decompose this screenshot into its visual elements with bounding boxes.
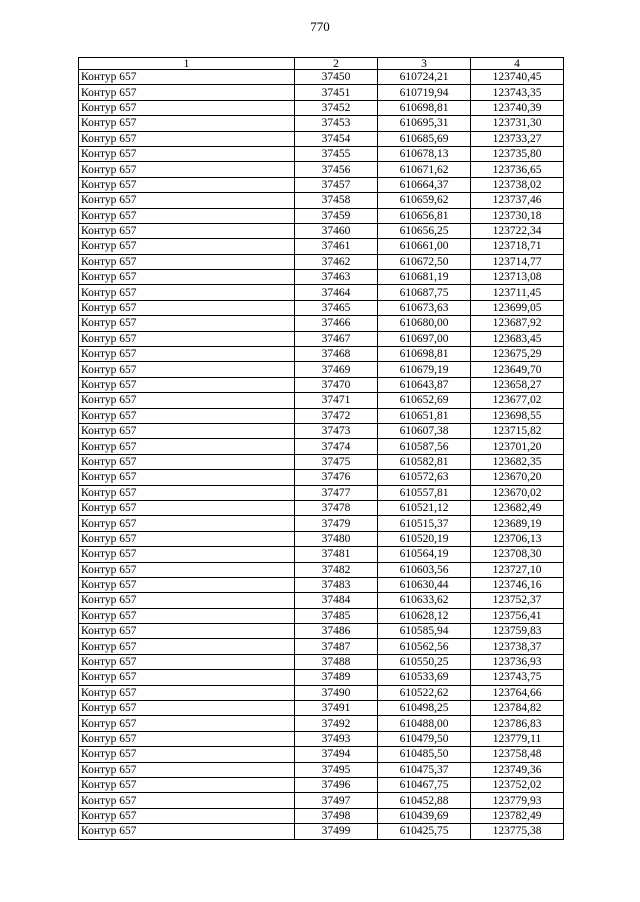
point-number-cell: 37495: [295, 762, 378, 777]
header-row: [79, 58, 564, 70]
y-coordinate-cell: 123715,82: [471, 423, 564, 438]
y-coordinate-cell: 123738,37: [471, 639, 564, 654]
contour-name-cell: Контур 657: [79, 808, 295, 823]
table-row: [79, 470, 564, 485]
contour-name-cell: Контур 657: [79, 485, 295, 500]
table-row: [79, 562, 564, 577]
contour-name-cell: Контур 657: [79, 516, 295, 531]
contour-name-cell: Контур 657: [79, 685, 295, 700]
x-coordinate-cell: 610656,25: [378, 223, 471, 238]
table-row: [79, 685, 564, 700]
y-coordinate-cell: 123675,29: [471, 347, 564, 362]
y-coordinate-cell: 123701,20: [471, 439, 564, 454]
contour-name-cell: Контур 657: [79, 193, 295, 208]
y-coordinate-cell: 123687,92: [471, 316, 564, 331]
contour-name-cell: Контур 657: [79, 347, 295, 362]
x-coordinate-cell: 610557,81: [378, 485, 471, 500]
table-row: [79, 485, 564, 500]
point-number-cell: 37494: [295, 747, 378, 762]
table-row: [79, 146, 564, 161]
y-coordinate-cell: 123756,41: [471, 608, 564, 623]
x-coordinate-cell: 610498,25: [378, 701, 471, 716]
table-row: [79, 777, 564, 792]
y-coordinate-cell: 123749,36: [471, 762, 564, 777]
point-number-cell: 37496: [295, 777, 378, 792]
y-coordinate-cell: 123730,18: [471, 208, 564, 223]
table-row: [79, 654, 564, 669]
x-coordinate-cell: 610656,81: [378, 208, 471, 223]
x-coordinate-cell: 610681,19: [378, 270, 471, 285]
point-number-cell: 37470: [295, 377, 378, 392]
contour-name-cell: Контур 657: [79, 577, 295, 592]
y-coordinate-cell: 123735,80: [471, 146, 564, 161]
x-coordinate-cell: 610680,00: [378, 316, 471, 331]
point-number-cell: 37498: [295, 808, 378, 823]
y-coordinate-cell: 123743,35: [471, 85, 564, 100]
point-number-cell: 37499: [295, 824, 378, 839]
y-coordinate-cell: 123711,45: [471, 285, 564, 300]
y-coordinate-cell: 123658,27: [471, 377, 564, 392]
x-coordinate-cell: 610628,12: [378, 608, 471, 623]
point-number-cell: 37476: [295, 470, 378, 485]
contour-name-cell: Контур 657: [79, 731, 295, 746]
page-number: 770: [310, 19, 330, 34]
table-row: [79, 439, 564, 454]
contour-name-cell: Контур 657: [79, 624, 295, 639]
table-row: [79, 593, 564, 608]
x-coordinate-cell: 610520,19: [378, 531, 471, 546]
table-body: [79, 70, 564, 840]
x-coordinate-cell: 610572,63: [378, 470, 471, 485]
contour-name-cell: Контур 657: [79, 100, 295, 115]
y-coordinate-cell: 123682,49: [471, 500, 564, 515]
contour-name-cell: Контур 657: [79, 654, 295, 669]
y-coordinate-cell: 123743,75: [471, 670, 564, 685]
table-row: [79, 300, 564, 315]
y-coordinate-cell: 123683,45: [471, 331, 564, 346]
y-coordinate-cell: 123682,35: [471, 454, 564, 469]
x-coordinate-cell: 610550,25: [378, 654, 471, 669]
contour-name-cell: Контур 657: [79, 146, 295, 161]
point-number-cell: 37450: [295, 70, 378, 85]
table-header: [79, 58, 564, 70]
point-number-cell: 37481: [295, 547, 378, 562]
table-row: [79, 716, 564, 731]
x-coordinate-cell: 610698,81: [378, 347, 471, 362]
table-row: [79, 747, 564, 762]
point-number-cell: 37491: [295, 701, 378, 716]
table-row: [79, 100, 564, 115]
x-coordinate-cell: 610651,81: [378, 408, 471, 423]
x-coordinate-cell: 610521,12: [378, 500, 471, 515]
contour-name-cell: Контур 657: [79, 377, 295, 392]
y-coordinate-cell: 123699,05: [471, 300, 564, 315]
point-number-cell: 37480: [295, 531, 378, 546]
point-number-cell: 37469: [295, 362, 378, 377]
table-row: [79, 701, 564, 716]
contour-name-cell: Контур 657: [79, 531, 295, 546]
x-coordinate-cell: 610607,38: [378, 423, 471, 438]
contour-name-cell: Контур 657: [79, 701, 295, 716]
table-row: [79, 331, 564, 346]
y-coordinate-cell: 123752,02: [471, 777, 564, 792]
point-number-cell: 37457: [295, 177, 378, 192]
table-row: [79, 285, 564, 300]
table-row: [79, 316, 564, 331]
y-coordinate-cell: 123752,37: [471, 593, 564, 608]
point-number-cell: 37479: [295, 516, 378, 531]
point-number-cell: 37474: [295, 439, 378, 454]
table-row: [79, 162, 564, 177]
table-row: [79, 624, 564, 639]
point-number-cell: 37468: [295, 347, 378, 362]
contour-name-cell: Контур 657: [79, 824, 295, 839]
x-coordinate-cell: 610673,63: [378, 300, 471, 315]
table-row: [79, 193, 564, 208]
contour-name-cell: Контур 657: [79, 208, 295, 223]
contour-name-cell: Контур 657: [79, 593, 295, 608]
y-coordinate-cell: 123737,46: [471, 193, 564, 208]
x-coordinate-cell: 610671,62: [378, 162, 471, 177]
y-coordinate-cell: 123779,11: [471, 731, 564, 746]
y-coordinate-cell: 123759,83: [471, 624, 564, 639]
table-row: [79, 670, 564, 685]
y-coordinate-cell: 123713,08: [471, 270, 564, 285]
point-number-cell: 37487: [295, 639, 378, 654]
x-coordinate-cell: 610439,69: [378, 808, 471, 823]
contour-name-cell: Контур 657: [79, 85, 295, 100]
y-coordinate-cell: 123779,93: [471, 793, 564, 808]
x-coordinate-cell: 610475,37: [378, 762, 471, 777]
contour-name-cell: Контур 657: [79, 270, 295, 285]
point-number-cell: 37458: [295, 193, 378, 208]
x-coordinate-cell: 610664,37: [378, 177, 471, 192]
table-row: [79, 393, 564, 408]
table-row: [79, 408, 564, 423]
table-row: [79, 824, 564, 839]
table-row: [79, 347, 564, 362]
column-header-2: 2: [295, 58, 378, 70]
y-coordinate-cell: 123718,71: [471, 239, 564, 254]
point-number-cell: 37463: [295, 270, 378, 285]
column-header-3: 3: [378, 58, 471, 70]
y-coordinate-cell: 123689,19: [471, 516, 564, 531]
x-coordinate-cell: 610633,62: [378, 593, 471, 608]
y-coordinate-cell: 123786,83: [471, 716, 564, 731]
contour-name-cell: Контур 657: [79, 408, 295, 423]
point-number-cell: 37454: [295, 131, 378, 146]
point-number-cell: 37484: [295, 593, 378, 608]
point-number-cell: 37472: [295, 408, 378, 423]
table-row: [79, 208, 564, 223]
point-number-cell: 37471: [295, 393, 378, 408]
point-number-cell: 37489: [295, 670, 378, 685]
x-coordinate-cell: 610672,50: [378, 254, 471, 269]
y-coordinate-cell: 123722,34: [471, 223, 564, 238]
x-coordinate-cell: 610652,69: [378, 393, 471, 408]
table-row: [79, 85, 564, 100]
y-coordinate-cell: 123775,38: [471, 824, 564, 839]
x-coordinate-cell: 610582,81: [378, 454, 471, 469]
x-coordinate-cell: 610719,94: [378, 85, 471, 100]
y-coordinate-cell: 123670,02: [471, 485, 564, 500]
contour-name-cell: Контур 657: [79, 793, 295, 808]
point-number-cell: 37453: [295, 116, 378, 131]
y-coordinate-cell: 123764,66: [471, 685, 564, 700]
x-coordinate-cell: 610515,37: [378, 516, 471, 531]
contour-name-cell: Контур 657: [79, 300, 295, 315]
x-coordinate-cell: 610698,81: [378, 100, 471, 115]
table-row: [79, 70, 564, 85]
x-coordinate-cell: 610687,75: [378, 285, 471, 300]
x-coordinate-cell: 610533,69: [378, 670, 471, 685]
point-number-cell: 37483: [295, 577, 378, 592]
contour-name-cell: Контур 657: [79, 547, 295, 562]
y-coordinate-cell: 123706,13: [471, 531, 564, 546]
table-row: [79, 531, 564, 546]
point-number-cell: 37492: [295, 716, 378, 731]
y-coordinate-cell: 123784,82: [471, 701, 564, 716]
x-coordinate-cell: 610585,94: [378, 624, 471, 639]
contour-name-cell: Контур 657: [79, 331, 295, 346]
point-number-cell: 37473: [295, 423, 378, 438]
x-coordinate-cell: 610425,75: [378, 824, 471, 839]
table-row: [79, 500, 564, 515]
x-coordinate-cell: 610522,62: [378, 685, 471, 700]
table-row: [79, 547, 564, 562]
x-coordinate-cell: 610630,44: [378, 577, 471, 592]
point-number-cell: 37493: [295, 731, 378, 746]
table-row: [79, 577, 564, 592]
contour-name-cell: Контур 657: [79, 716, 295, 731]
x-coordinate-cell: 610685,69: [378, 131, 471, 146]
point-number-cell: 37475: [295, 454, 378, 469]
table-row: [79, 377, 564, 392]
table-row: [79, 808, 564, 823]
contour-name-cell: Контур 657: [79, 177, 295, 192]
x-coordinate-cell: 610488,00: [378, 716, 471, 731]
table-row: [79, 239, 564, 254]
point-number-cell: 37464: [295, 285, 378, 300]
point-number-cell: 37462: [295, 254, 378, 269]
contour-name-cell: Контур 657: [79, 639, 295, 654]
y-coordinate-cell: 123733,27: [471, 131, 564, 146]
contour-name-cell: Контур 657: [79, 762, 295, 777]
contour-name-cell: Контур 657: [79, 362, 295, 377]
point-number-cell: 37497: [295, 793, 378, 808]
x-coordinate-cell: 610724,21: [378, 70, 471, 85]
x-coordinate-cell: 610678,13: [378, 146, 471, 161]
contour-name-cell: Контур 657: [79, 562, 295, 577]
table-row: [79, 254, 564, 269]
point-number-cell: 37478: [295, 500, 378, 515]
y-coordinate-cell: 123649,70: [471, 362, 564, 377]
x-coordinate-cell: 610587,56: [378, 439, 471, 454]
table-row: [79, 177, 564, 192]
contour-name-cell: Контур 657: [79, 116, 295, 131]
x-coordinate-cell: 610564,19: [378, 547, 471, 562]
y-coordinate-cell: 123738,02: [471, 177, 564, 192]
point-number-cell: 37466: [295, 316, 378, 331]
column-header-1: 1: [79, 58, 295, 70]
contour-name-cell: Контур 657: [79, 670, 295, 685]
point-number-cell: 37460: [295, 223, 378, 238]
table-row: [79, 270, 564, 285]
table-row: [79, 793, 564, 808]
point-number-cell: 37485: [295, 608, 378, 623]
x-coordinate-cell: 610485,50: [378, 747, 471, 762]
contour-name-cell: Контур 657: [79, 500, 295, 515]
point-number-cell: 37467: [295, 331, 378, 346]
contour-name-cell: Контур 657: [79, 747, 295, 762]
point-number-cell: 37482: [295, 562, 378, 577]
x-coordinate-cell: 610643,87: [378, 377, 471, 392]
table-row: [79, 116, 564, 131]
point-number-cell: 37452: [295, 100, 378, 115]
y-coordinate-cell: 123670,20: [471, 470, 564, 485]
y-coordinate-cell: 123758,48: [471, 747, 564, 762]
table-row: [79, 223, 564, 238]
contour-name-cell: Контур 657: [79, 223, 295, 238]
point-number-cell: 37488: [295, 654, 378, 669]
x-coordinate-cell: 610659,62: [378, 193, 471, 208]
coordinates-table: [78, 57, 564, 840]
table-row: [79, 762, 564, 777]
x-coordinate-cell: 610679,19: [378, 362, 471, 377]
point-number-cell: 37456: [295, 162, 378, 177]
y-coordinate-cell: 123740,45: [471, 70, 564, 85]
y-coordinate-cell: 123736,65: [471, 162, 564, 177]
table-row: [79, 608, 564, 623]
table-row: [79, 454, 564, 469]
x-coordinate-cell: 610562,56: [378, 639, 471, 654]
contour-name-cell: Контур 657: [79, 239, 295, 254]
x-coordinate-cell: 610479,50: [378, 731, 471, 746]
table-row: [79, 731, 564, 746]
point-number-cell: 37459: [295, 208, 378, 223]
y-coordinate-cell: 123727,10: [471, 562, 564, 577]
table-row: [79, 423, 564, 438]
y-coordinate-cell: 123782,49: [471, 808, 564, 823]
x-coordinate-cell: 610452,88: [378, 793, 471, 808]
table-row: [79, 131, 564, 146]
contour-name-cell: Контур 657: [79, 470, 295, 485]
table-row: [79, 639, 564, 654]
y-coordinate-cell: 123731,30: [471, 116, 564, 131]
x-coordinate-cell: 610661,00: [378, 239, 471, 254]
contour-name-cell: Контур 657: [79, 70, 295, 85]
point-number-cell: 37455: [295, 146, 378, 161]
point-number-cell: 37465: [295, 300, 378, 315]
x-coordinate-cell: 610467,75: [378, 777, 471, 792]
contour-name-cell: Контур 657: [79, 316, 295, 331]
x-coordinate-cell: 610603,56: [378, 562, 471, 577]
contour-name-cell: Контур 657: [79, 162, 295, 177]
contour-name-cell: Контур 657: [79, 454, 295, 469]
contour-name-cell: Контур 657: [79, 254, 295, 269]
contour-name-cell: Контур 657: [79, 423, 295, 438]
y-coordinate-cell: 123698,55: [471, 408, 564, 423]
contour-name-cell: Контур 657: [79, 608, 295, 623]
y-coordinate-cell: 123714,77: [471, 254, 564, 269]
y-coordinate-cell: 123740,39: [471, 100, 564, 115]
table-row: [79, 516, 564, 531]
point-number-cell: 37461: [295, 239, 378, 254]
x-coordinate-cell: 610697,00: [378, 331, 471, 346]
table-row: [79, 362, 564, 377]
point-number-cell: 37490: [295, 685, 378, 700]
x-coordinate-cell: 610695,31: [378, 116, 471, 131]
contour-name-cell: Контур 657: [79, 439, 295, 454]
point-number-cell: 37477: [295, 485, 378, 500]
contour-name-cell: Контур 657: [79, 285, 295, 300]
y-coordinate-cell: 123736,93: [471, 654, 564, 669]
y-coordinate-cell: 123746,16: [471, 577, 564, 592]
point-number-cell: 37486: [295, 624, 378, 639]
contour-name-cell: Контур 657: [79, 393, 295, 408]
y-coordinate-cell: 123677,02: [471, 393, 564, 408]
y-coordinate-cell: 123708,30: [471, 547, 564, 562]
point-number-cell: 37451: [295, 85, 378, 100]
column-header-4: 4: [471, 58, 564, 70]
contour-name-cell: Контур 657: [79, 131, 295, 146]
contour-name-cell: Контур 657: [79, 777, 295, 792]
